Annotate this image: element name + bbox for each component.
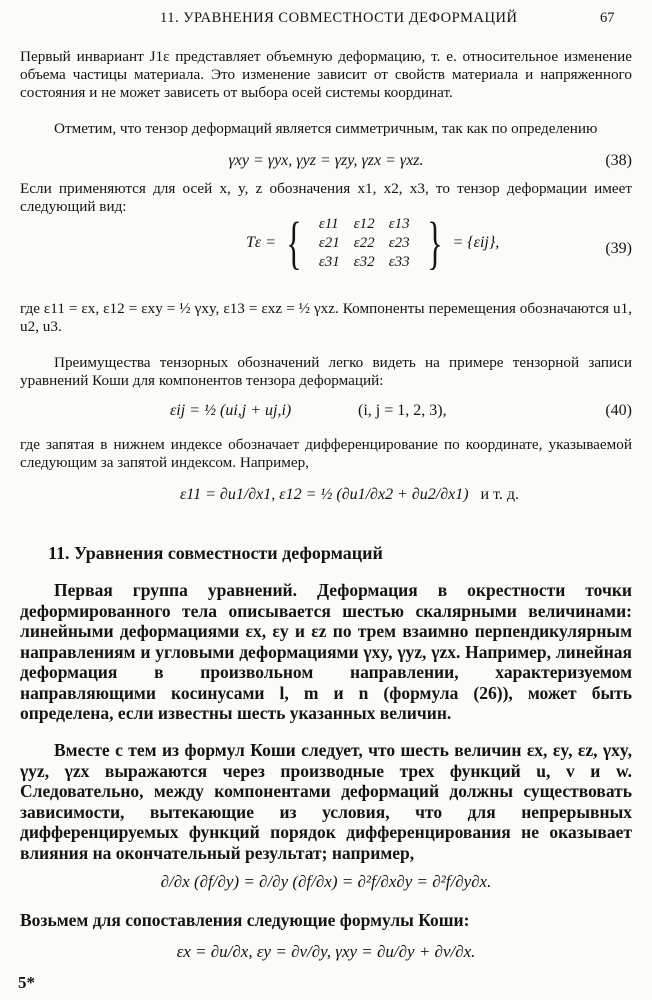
equation-38-number: (38) bbox=[605, 152, 632, 169]
paragraph-comma-notation bbox=[20, 436, 632, 472]
paragraph-compare bbox=[20, 910, 632, 931]
equation-40-number: (40) bbox=[605, 402, 632, 419]
section-heading: 11. Уравнения совместности деформаций bbox=[48, 543, 383, 563]
paragraph-text: Возьмем для сопоставления следующие формулы Коши: bbox=[20, 910, 470, 930]
equation-38-body: γxy = γyx, γyz = γzy, γzx = γxz. bbox=[228, 152, 424, 169]
equation-mixed-derivatives bbox=[20, 872, 632, 898]
paragraph-symmetric bbox=[20, 120, 632, 138]
paragraph-text: Первая группа уравнений. Деформация в окрестности точки деформированного тела описывается шестью скалярными величинами: линейными деформациями εx, εy и εz по трем взаимно перпендикулярным направлениям и угловыми деформациями γxy, γyz, γzx. Например, линейная деформация в произвольном направлении, характеризуемом направляющими косинусами l, m и n (формула (26)), может быть определена, если известны шесть указанных величин. bbox=[20, 580, 632, 723]
equation-39-lhs: Tε = bbox=[246, 234, 276, 251]
matrix-cell: ε13 bbox=[388, 215, 410, 232]
running-head-title: 11. УРАВНЕНИЯ СОВМЕСТНОСТИ ДЕФОРМАЦИЙ bbox=[160, 10, 518, 26]
matrix-cell: ε21 bbox=[318, 234, 340, 251]
equation-40-body: εij = ½ (ui,j + uj,i) bbox=[170, 402, 292, 419]
matrix-cell: ε23 bbox=[388, 234, 410, 251]
matrix-cell: ε11 bbox=[318, 215, 339, 232]
paragraph-text: где запятая в нижнем индексе обозначает дифференцирование по координате, указываемой следующим за запятой индексом. Например, bbox=[20, 436, 632, 471]
equation-40 bbox=[20, 402, 632, 424]
paragraph-first-group bbox=[20, 580, 632, 724]
equation-example-body: ε11 = ∂u1/∂x1, ε12 = ½ (∂u1/∂x2 + ∂u2/∂x1) bbox=[180, 486, 469, 503]
equation-39: Tε = { ε11 ε12 ε13 ε21 ε22 ε23 ε31 ε32 ε33 } = {εij}, (39) bbox=[246, 210, 632, 275]
signature-mark: 5* bbox=[18, 973, 35, 992]
paragraph-cauchy-consequence bbox=[20, 740, 632, 863]
equation-39-number: (39) bbox=[605, 240, 632, 257]
page-number: 67 bbox=[600, 10, 615, 26]
strain-matrix bbox=[312, 215, 417, 272]
paragraph-text: Отметим, что тензор деформаций является симметричным, так как по определению bbox=[54, 120, 598, 137]
matrix-cell: ε12 bbox=[353, 215, 375, 232]
equation-38 bbox=[20, 152, 632, 174]
equation-39-rhs: = {εij}, bbox=[452, 234, 500, 251]
matrix-cell: ε31 bbox=[318, 253, 340, 270]
equation-cauchy-body: εx = ∂u/∂x, εy = ∂v/∂y, γxy = ∂u/∂y + ∂v/∂x. bbox=[176, 942, 476, 961]
matrix-cell: ε22 bbox=[353, 234, 375, 251]
paragraph-components bbox=[20, 300, 632, 336]
equation-40-condition: (i, j = 1, 2, 3), bbox=[358, 402, 447, 419]
equation-example-suffix: и т. д. bbox=[480, 486, 520, 503]
matrix-cell: ε32 bbox=[353, 253, 375, 270]
equation-example bbox=[20, 486, 632, 510]
paragraph-invariant bbox=[20, 48, 632, 102]
matrix-cell: ε33 bbox=[388, 253, 410, 270]
paragraph-text: Преимущества тензорных обозначений легко видеть на примере тензорной записи уравнений Коши для компонентов тензора деформаций: bbox=[20, 354, 632, 389]
equation-mixed-body: ∂/∂x (∂f/∂y) = ∂/∂y (∂f/∂x) = ∂²f/∂x∂y = ∂²f/∂y∂x. bbox=[160, 872, 492, 891]
paragraph-tensor-advantages bbox=[20, 354, 632, 390]
paragraph-notation bbox=[20, 180, 632, 216]
paragraph-text: где ε11 = εx, ε12 = εxy = ½ γxy, ε13 = εxz = ½ γxz. Компоненты перемещения обозначаются u1, u2, u3. bbox=[20, 300, 632, 335]
paragraph-text: Вместе с тем из формул Коши следует, что шесть величин εx, εy, εz, γxy, γyz, γzx выражаются через производные трех функций u, v и w. Следовательно, между компонентами деформаций должны существовать зависимости, вытекающие из условия, что для непрерывных дифференцируемых функций порядок дифференцирования не оказывает влияния на окончательный результат; например, bbox=[20, 740, 632, 863]
paragraph-text: Если применяются для осей x, y, z обозначения x1, x2, x3, то тензор деформации имеет следующий вид: bbox=[20, 180, 632, 215]
equation-cauchy bbox=[20, 942, 632, 968]
paragraph-text: Первый инвариант J1ε представляет объемную деформацию, т. е. относительное изменение объема частицы материала. Это изменение зависит от свойств материала и напряженного состояния и не может зависеть от выбора осей системы координат. bbox=[20, 48, 632, 101]
